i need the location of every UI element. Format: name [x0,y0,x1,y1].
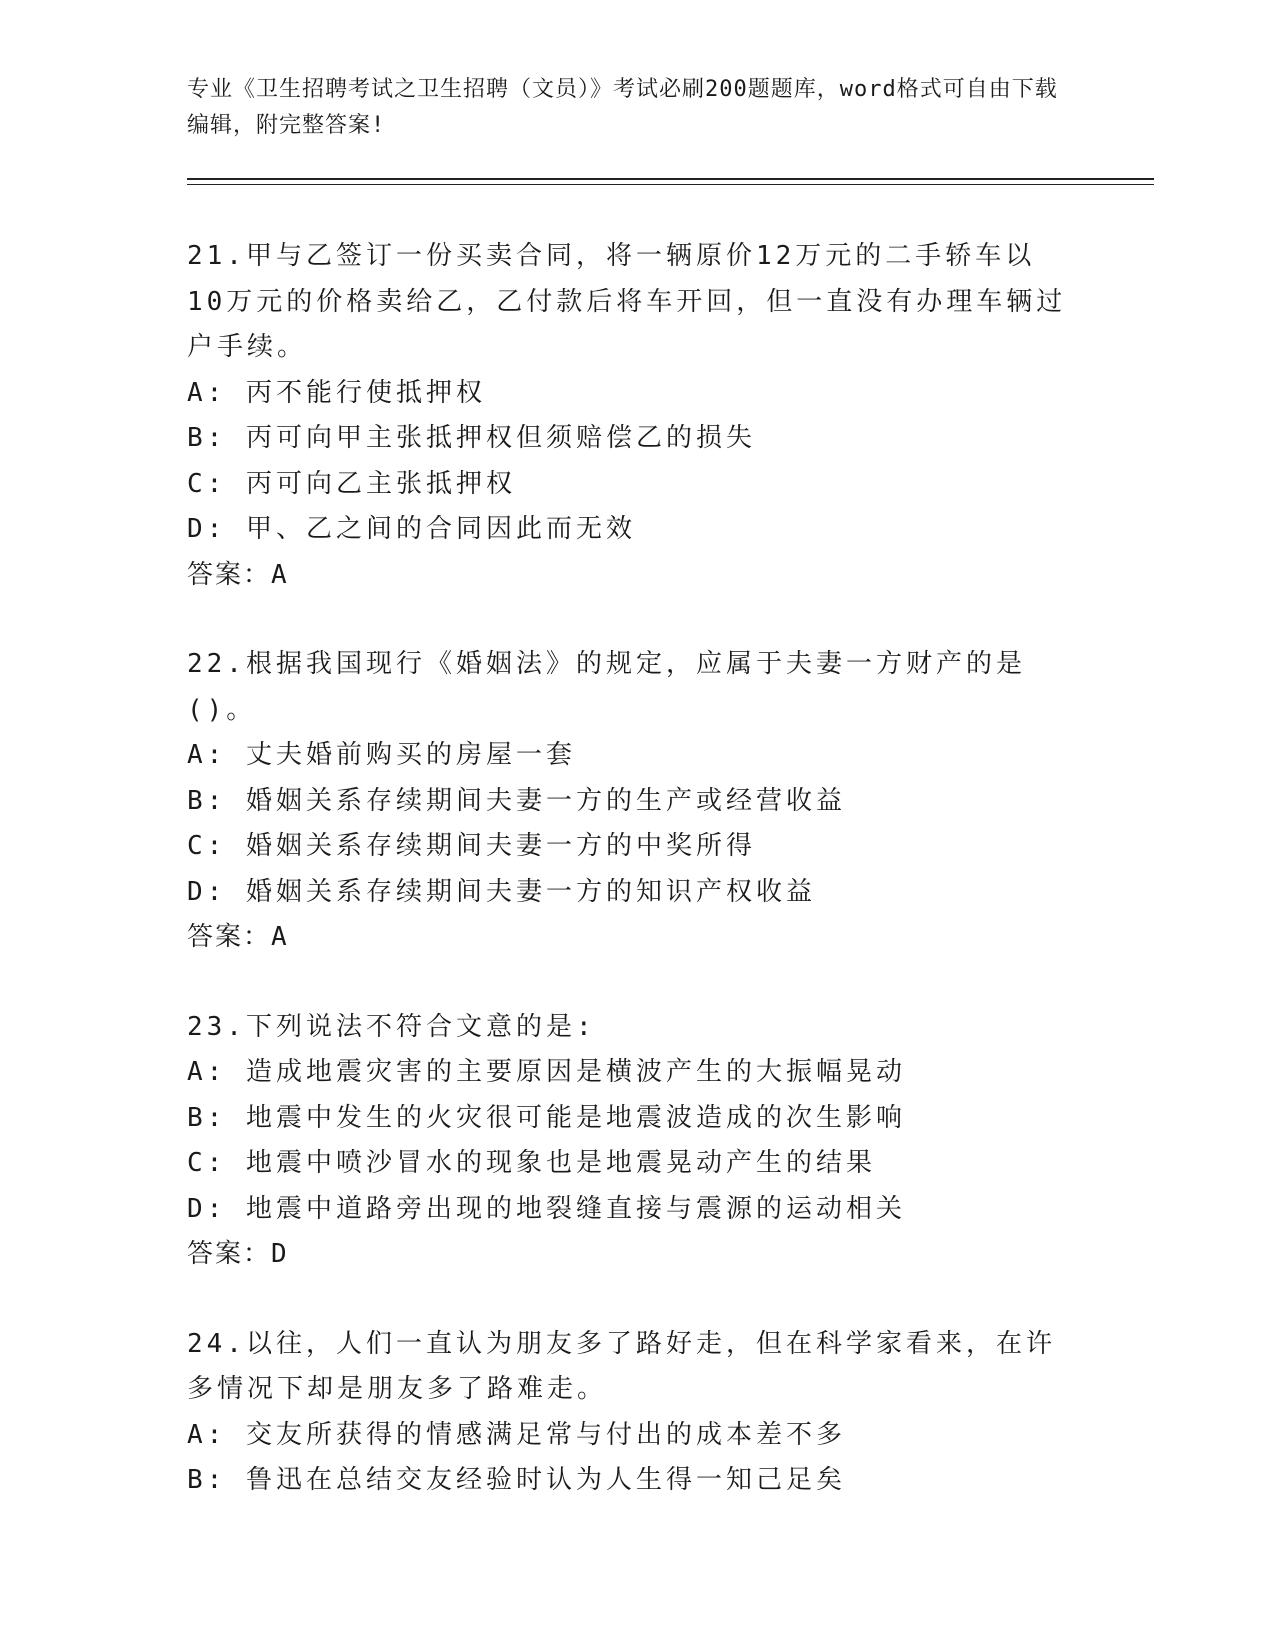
answer-label: 答案： [187,1239,272,1269]
option-d: D: 地震中道路旁出现的地裂缝直接与震源的运动相关 [187,1193,906,1224]
question-stem: 22.根据我国现行《婚姻法》的规定，应属于夫妻一方财产的是()。 [187,649,1026,725]
answer-value: A [271,559,289,590]
option-c: C: 婚姻关系存续期间夫妻一方的中奖所得 [187,831,756,861]
option-a: A: 交友所获得的情感满足常与付出的成本差不多 [187,1419,846,1450]
question-list [187,234,1087,1548]
question-22 [187,642,1087,961]
header-divider-thick [187,178,1154,180]
answer-line [187,1232,1087,1278]
question-24 [187,1322,1087,1504]
option-a: A: 丈夫婚前购买的房屋一套 [187,740,576,770]
answer-value: D [271,1239,289,1269]
option-d: D: 甲、乙之间的合同因此而无效 [187,514,636,544]
question-23 [187,1005,1087,1278]
answer-value: A [271,922,289,952]
option-b: B: 地震中发生的火灾很可能是地震波造成的次生影响 [187,1102,906,1133]
answer-label: 答案： [187,559,272,590]
header-divider-thin [187,184,1154,185]
option-b: B: 鲁迅在总结交友经验时认为人生得一知己足矣 [187,1465,846,1495]
answer-line [187,915,1087,961]
option-b: B: 婚姻关系存续期间夫妻一方的生产或经营收益 [187,785,846,816]
option-c: C: 丙可向乙主张抵押权 [187,468,516,499]
question-stem: 24.以往，人们一直认为朋友多了路好走，但在科学家看来，在许多情况下却是朋友多了路难走。 [187,1328,1056,1404]
option-d: D: 婚姻关系存续期间夫妻一方的知识产权收益 [187,876,816,907]
answer-label: 答案： [187,922,272,952]
document-header: 专业《卫生招聘考试之卫生招聘（文员）》考试必刷200题题库，word格式可自由下载编辑，附完整答案! [187,77,1058,138]
question-21 [187,234,1087,598]
option-a: A: 丙不能行使抵押权 [187,377,486,408]
option-a: A: 造成地震灾害的主要原因是横波产生的大振幅晃动 [187,1057,906,1087]
option-b: B: 丙可向甲主张抵押权但须赔偿乙的损失 [187,423,756,453]
option-c: C: 地震中喷沙冒水的现象也是地震晃动产生的结果 [187,1148,876,1178]
question-stem: 21.甲与乙签订一份买卖合同，将一辆原价12万元的二手轿车以10万元的价格卖给乙，乙付款后将车开回，但一直没有办理车辆过户手续。 [187,241,1067,362]
question-stem: 23.下列说法不符合文意的是: [187,1011,596,1042]
answer-line [187,553,1087,599]
